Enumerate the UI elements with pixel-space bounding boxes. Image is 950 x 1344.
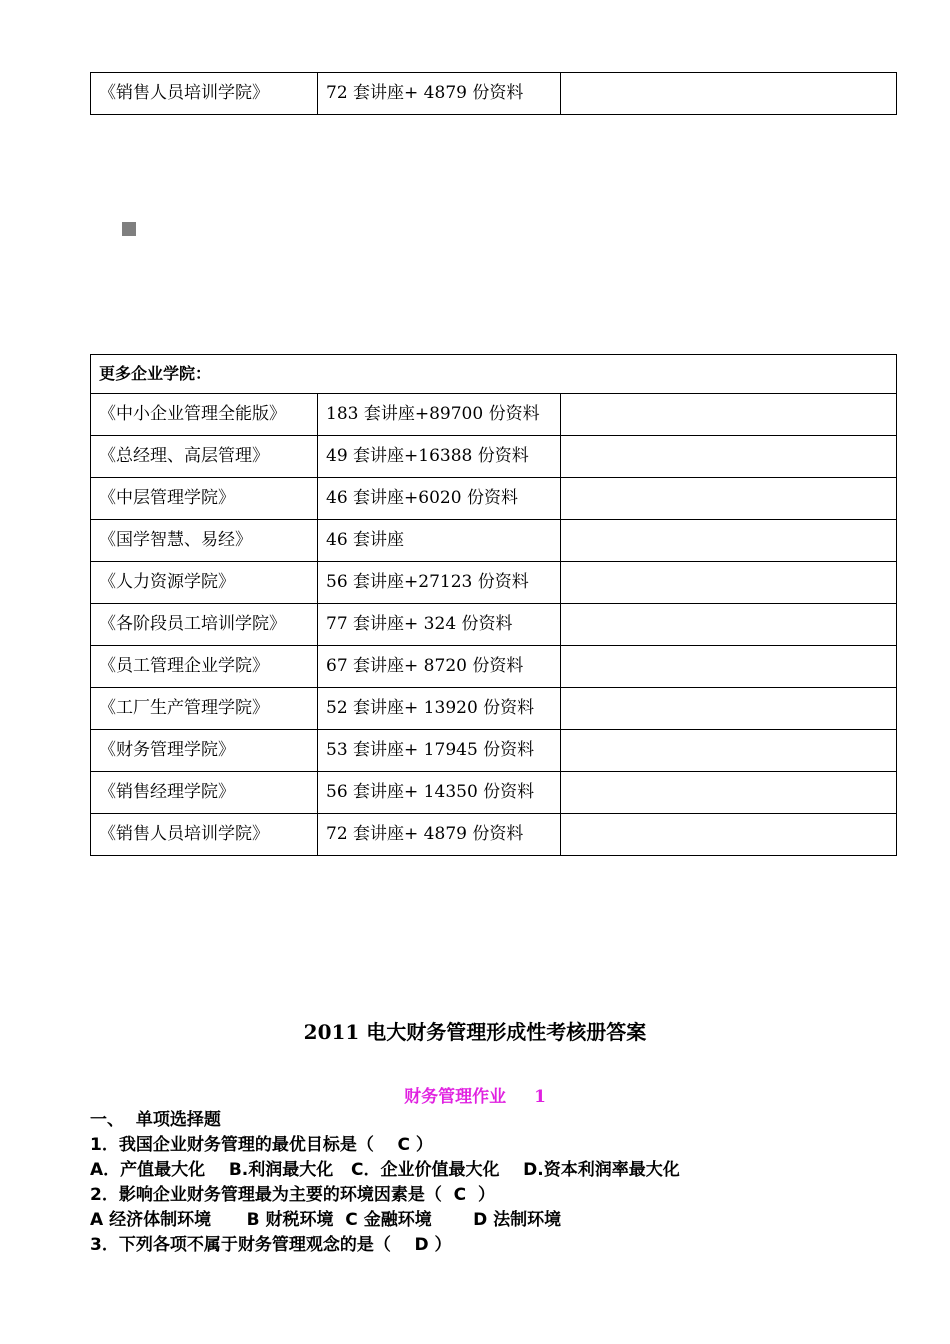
academy-extra	[561, 73, 897, 115]
academy-detail: 46 套讲座	[318, 520, 561, 562]
academy-name: 《销售人员培训学院》	[91, 814, 318, 856]
question-line: 1．我国企业财务管理的最优目标是（ C ）	[90, 1135, 433, 1155]
table-header: 更多企业学院：	[91, 355, 897, 394]
academy-extra	[561, 688, 897, 730]
academy-detail: 49 套讲座+16388 份资料	[318, 436, 561, 478]
table-row	[91, 478, 897, 520]
academy-name: 《各阶段员工培训学院》	[91, 604, 318, 646]
academy-detail: 46 套讲座+6020 份资料	[318, 478, 561, 520]
academy-name: 《总经理、高层管理》	[91, 436, 318, 478]
more-academy-table	[90, 354, 897, 856]
academy-name: 《中层管理学院》	[91, 478, 318, 520]
table-row	[91, 520, 897, 562]
table-row	[91, 562, 897, 604]
academy-detail: 72 套讲座+ 4879 份资料	[318, 814, 561, 856]
academy-extra	[561, 772, 897, 814]
academy-name: 《财务管理学院》	[91, 730, 318, 772]
table-row	[91, 688, 897, 730]
academy-name: 《工厂生产管理学院》	[91, 688, 318, 730]
section-number: 1	[534, 1087, 546, 1107]
question-section-heading: 一、 单项选择题	[90, 1110, 221, 1130]
academy-extra	[561, 478, 897, 520]
table-row	[91, 394, 897, 436]
section-title	[0, 1082, 950, 1107]
question-line: 3．下列各项不属于财务管理观念的是（ D ）	[90, 1235, 452, 1255]
table-row	[91, 772, 897, 814]
academy-name: 《人力资源学院》	[91, 562, 318, 604]
academy-name: 《中小企业管理全能版》	[91, 394, 318, 436]
answer-options-line: A．产值最大化 B.利润最大化 C．企业价值最大化 D.资本利润率最大化	[90, 1160, 680, 1180]
academy-extra	[561, 814, 897, 856]
section-title-text: 财务管理作业	[404, 1087, 507, 1107]
academy-detail: 67 套讲座+ 8720 份资料	[318, 646, 561, 688]
academy-detail: 183 套讲座+89700 份资料	[318, 394, 561, 436]
square-bullet-icon	[122, 222, 136, 236]
academy-detail: 77 套讲座+ 324 份资料	[318, 604, 561, 646]
question-line: 2．影响企业财务管理最为主要的环境因素是（ C ）	[90, 1185, 495, 1205]
table-row	[91, 730, 897, 772]
table-row	[91, 646, 897, 688]
academy-extra	[561, 562, 897, 604]
academy-extra	[561, 604, 897, 646]
academy-name: 《员工管理企业学院》	[91, 646, 318, 688]
academy-detail: 56 套讲座+ 14350 份资料	[318, 772, 561, 814]
academy-name: 《销售人员培训学院》	[91, 73, 318, 115]
academy-detail: 53 套讲座+ 17945 份资料	[318, 730, 561, 772]
table-row	[91, 73, 897, 115]
academy-name: 《销售经理学院》	[91, 772, 318, 814]
academy-extra	[561, 520, 897, 562]
academy-extra	[561, 394, 897, 436]
table-row	[91, 604, 897, 646]
academy-extra	[561, 436, 897, 478]
academy-name: 《国学智慧、易经》	[91, 520, 318, 562]
answer-options-line: A 经济体制环境 B 财税环境 C 金融环境 D 法制环境	[90, 1210, 562, 1230]
table-row	[91, 814, 897, 856]
academy-detail: 56 套讲座+27123 份资料	[318, 562, 561, 604]
table-row	[91, 436, 897, 478]
academy-extra	[561, 646, 897, 688]
academy-detail: 72 套讲座+ 4879 份资料	[318, 73, 561, 115]
academy-extra	[561, 730, 897, 772]
table-header-row	[91, 355, 897, 394]
academy-detail: 52 套讲座+ 13920 份资料	[318, 688, 561, 730]
top-academy-table	[90, 72, 897, 115]
document-title: 2011 电大财务管理形成性考核册答案	[303, 1020, 647, 1044]
